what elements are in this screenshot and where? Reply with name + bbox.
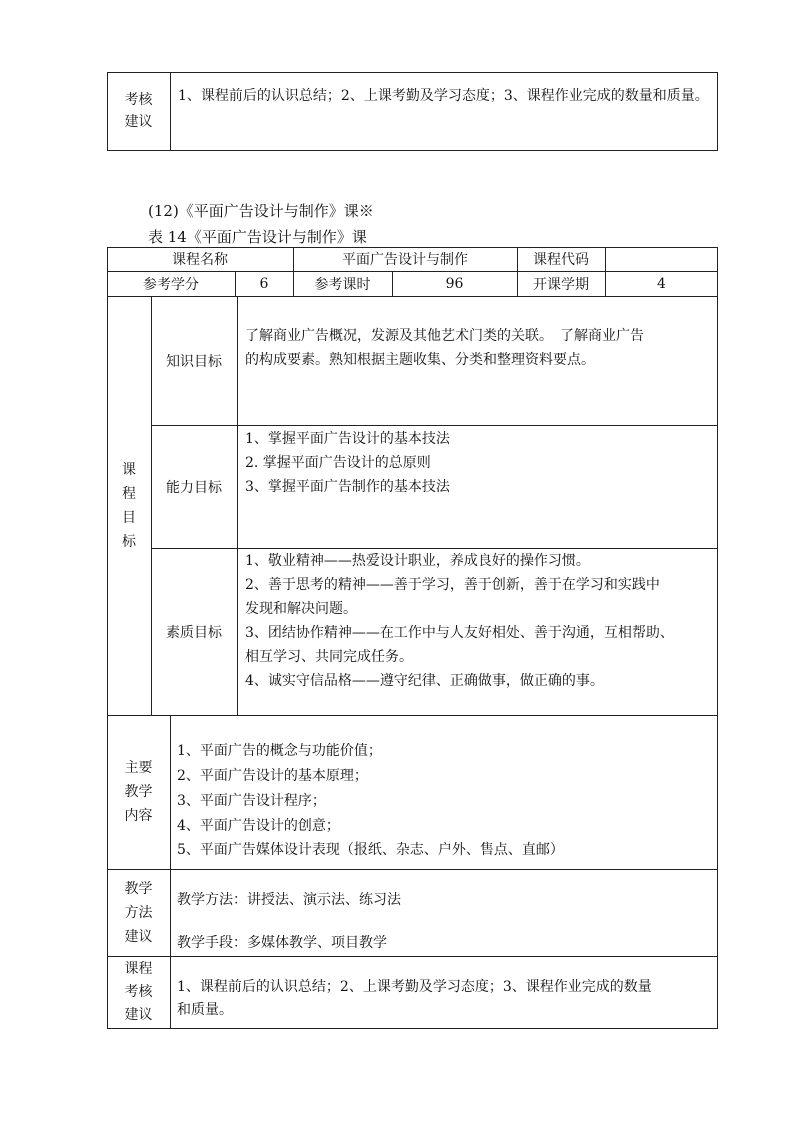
main-content-line: 3、平面广告设计程序； (177, 793, 326, 809)
course-name-label: 课程名称 (172, 252, 228, 268)
table-caption: 表 14《平面广告设计与制作》课 (148, 228, 367, 246)
divider (170, 715, 171, 1029)
hours-value: 96 (445, 275, 464, 292)
divider (107, 956, 718, 957)
divider (107, 715, 718, 716)
main-content-line: 2、平面广告设计的基本原理； (177, 768, 368, 784)
course-code-label: 课程代码 (533, 252, 589, 268)
label-line: 教学 (124, 880, 153, 897)
objectives-group-label (107, 296, 151, 715)
main-content-line: 5、平面广告媒体设计表现（报纸、杂志、户外、售点、直邮） (177, 842, 564, 858)
quality-objective-line: 4、诚实守信品格——遵守纪律、正确做事，做正确的事。 (245, 673, 604, 689)
course-code-value (605, 247, 718, 271)
label-char: 课 (122, 461, 136, 478)
quality-objective-line: 相互学习、共同完成任务。 (245, 649, 413, 665)
assessment-line: 和质量。 (177, 1002, 233, 1018)
course-name-value: 平面广告设计与制作 (342, 252, 468, 268)
ability-objective-line: 2. 掌握平面广告设计的总原则 (245, 455, 431, 471)
credits-label: 参考学分 (143, 276, 199, 293)
label-line: 方法 (124, 904, 153, 921)
divider (237, 296, 238, 715)
knowledge-objective-line: 了解商业广告概况，发源及其他艺术门类的关联。 了解商业广告 (245, 328, 644, 344)
label-line: 考核 (124, 92, 153, 108)
divider (107, 869, 718, 870)
teaching-method: 教学方法：讲授法、演示法、练习法 (177, 892, 401, 908)
semester-value: 4 (657, 275, 666, 292)
hours-label: 参考课时 (314, 276, 371, 293)
quality-objective-line: 1、敬业精神——热爱设计职业，养成良好的操作习惯。 (245, 553, 590, 569)
label-line: 课程 (124, 961, 153, 977)
label-line: 教学 (124, 784, 153, 800)
quality-objective-line: 发现和解决问题。 (245, 601, 357, 617)
ability-objective-line: 3、掌握平面广告制作的基本技法 (245, 479, 450, 495)
quality-objective-line: 3、团结协作精神——在工作中与人友好相处、善于沟通，互相帮助、 (245, 625, 674, 641)
section-heading: (12)《平面广告设计与制作》课※ (148, 202, 374, 220)
label-line: 考核 (124, 984, 153, 1000)
main-content-line: 4、平面广告设计的创意； (177, 818, 340, 834)
knowledge-objective-label: 知识目标 (166, 353, 222, 370)
credits-value: 6 (259, 275, 269, 292)
label-char: 程 (122, 485, 136, 502)
label-line: 建议 (124, 928, 153, 945)
assessment-line: 1、课程前后的认识总结；2、上课考勤及学习态度；3、课程作业完成的数量 (177, 979, 652, 995)
label-line: 主要 (124, 760, 153, 776)
quality-objective-line: 2、善于思考的精神——善于学习，善于创新，善于在学习和实践中 (245, 577, 660, 593)
label-char: 标 (122, 533, 136, 550)
label-line: 建议 (124, 1007, 153, 1023)
assessment-label (107, 956, 170, 1029)
knowledge-objective-line: 的构成要素。熟知根据主题收集、分类和整理资料要点。 (245, 352, 595, 368)
semester-label: 开课学期 (533, 276, 589, 293)
label-line: 内容 (124, 808, 153, 824)
divider (170, 72, 171, 151)
label-line: 建议 (124, 114, 153, 130)
ability-objective-line: 1、掌握平面广告设计的基本技法 (245, 431, 450, 447)
quality-objective-label: 素质目标 (166, 624, 222, 641)
ability-objective-label: 能力目标 (166, 479, 222, 496)
main-content-label (107, 715, 170, 869)
label-char: 目 (122, 509, 136, 526)
top-assessment-content: 1、课程前后的认识总结；2、上课考勤及学习态度；3、课程作业完成的数量和质量。 (178, 88, 709, 104)
teaching-means: 教学手段：多媒体教学、项目教学 (177, 935, 387, 951)
top-assessment-label (107, 85, 170, 137)
methods-label (107, 869, 170, 956)
main-content-line: 1、平面广告的概念与功能价值； (177, 743, 382, 759)
